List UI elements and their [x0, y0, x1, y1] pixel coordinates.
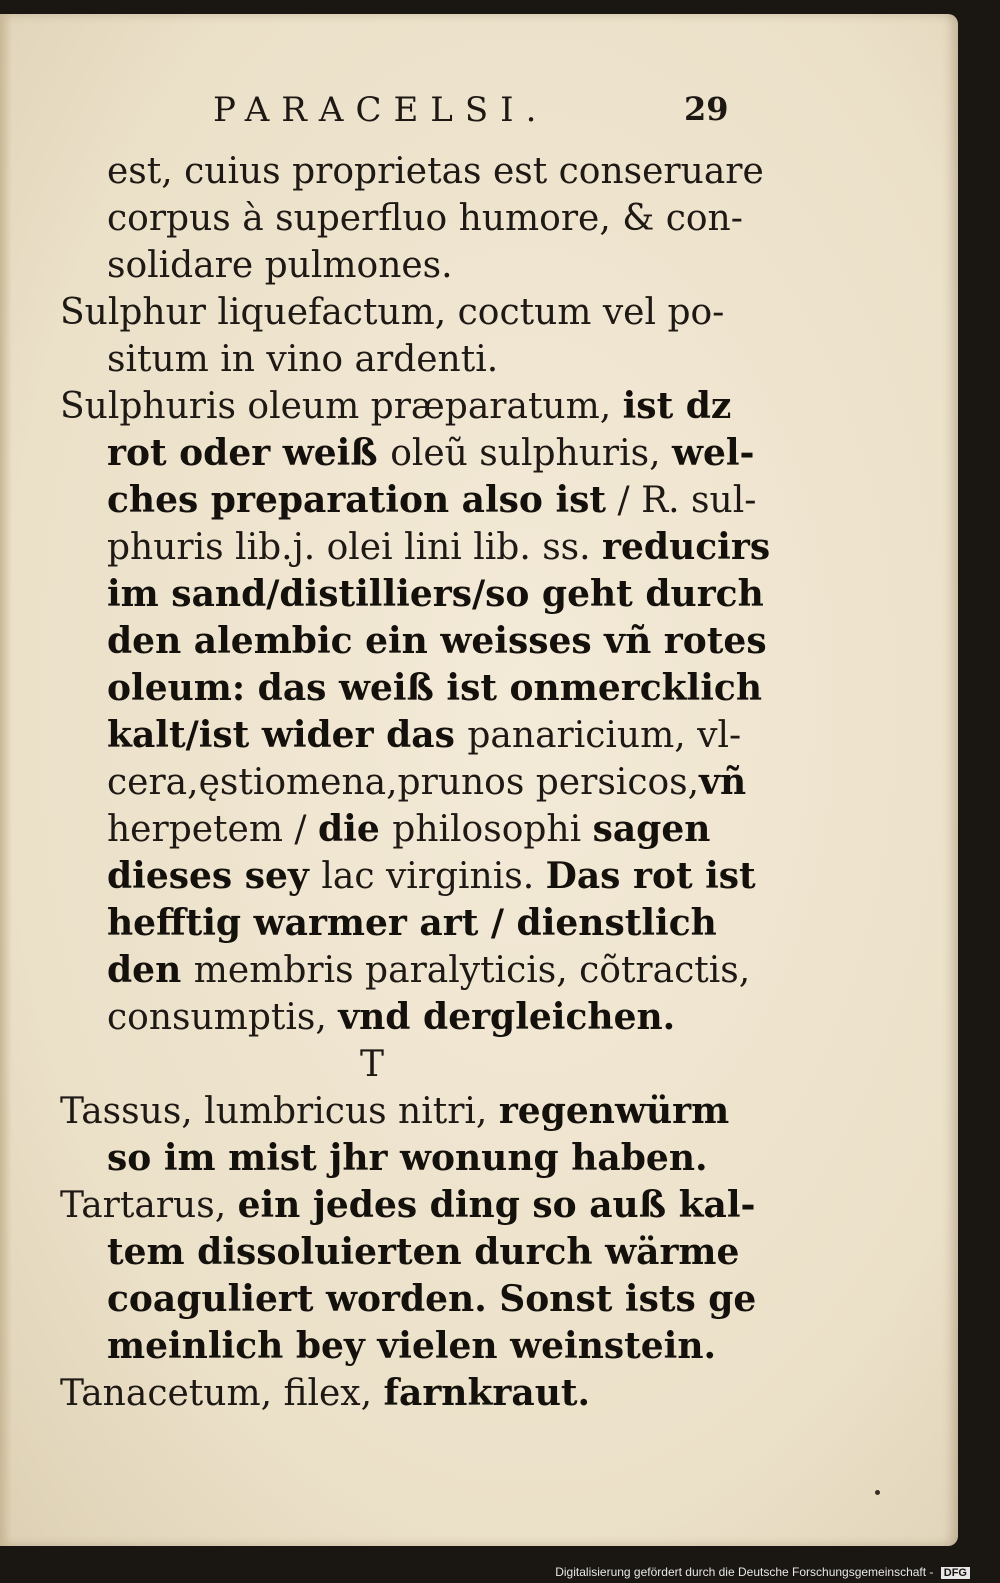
dfg-logo: DFG	[941, 1567, 970, 1579]
blackletter-segment: rot oder weiß	[107, 432, 391, 474]
text-line	[60, 430, 755, 477]
blackletter-segment: kalt/ist wider das	[107, 714, 468, 756]
footer-credit	[555, 1565, 970, 1579]
entries-t	[60, 1088, 757, 1417]
roman-segment: situm in vino ardenti.	[107, 339, 499, 380]
page-header	[0, 90, 958, 140]
blackletter-segment: reducirs	[602, 526, 771, 568]
text-line	[60, 195, 750, 242]
roman-segment: philosophi	[392, 809, 593, 850]
blackletter-segment: Das rot ist	[545, 855, 756, 897]
roman-segment: lac virginis.	[321, 856, 546, 897]
text-line	[60, 618, 767, 665]
blackletter-segment: im sand/distilliers/so geht durch	[107, 573, 764, 615]
roman-segment: Sulphuris oleum præparatum,	[60, 386, 623, 427]
text-line	[60, 947, 750, 994]
roman-segment: phuris lib.j. olei lini lib. ss.	[107, 527, 603, 568]
blackletter-segment: farnkraut.	[383, 1372, 591, 1414]
text-line	[60, 524, 771, 571]
page-gutter	[0, 14, 12, 1546]
blackletter-segment: ist dz	[622, 385, 732, 427]
text-line	[60, 900, 750, 947]
roman-segment: Tanacetum, filex,	[60, 1373, 384, 1414]
text-line	[60, 383, 750, 430]
roman-segment: corpus à superfluo humore, & con-	[107, 198, 743, 239]
text-line	[60, 1276, 757, 1323]
blackletter-segment: wel-	[671, 432, 755, 474]
section-letter: T	[360, 1044, 385, 1085]
text-line	[60, 994, 750, 1041]
blackletter-segment: sagen	[592, 808, 711, 850]
text-line	[60, 571, 764, 618]
blackletter-segment: vñ	[699, 761, 747, 803]
blackletter-segment: oleum: das weiß ist onmercklich	[107, 667, 762, 709]
roman-segment: Tartarus,	[60, 1185, 238, 1226]
roman-segment: consumptis,	[107, 997, 339, 1038]
text-line	[60, 1370, 750, 1417]
text-line	[60, 806, 750, 853]
roman-segment: est, cuius proprietas est conseruare	[107, 151, 764, 192]
blackletter-segment: den	[107, 949, 194, 991]
blackletter-segment: die	[317, 808, 393, 850]
paper-spot	[875, 1490, 880, 1495]
text-line	[60, 1323, 750, 1370]
roman-segment: solidare pulmones.	[107, 245, 453, 286]
entries-s	[60, 148, 771, 1041]
text-line	[60, 1088, 750, 1135]
blackletter-segment: hefftig warmer art / dienstlich	[107, 902, 717, 944]
blackletter-segment: ein jedes ding so auß kal-	[237, 1184, 756, 1226]
roman-segment: / R. sul-	[606, 480, 757, 521]
text-line	[60, 336, 750, 383]
text-line	[60, 289, 750, 336]
roman-segment: panaricium, vl-	[467, 715, 742, 756]
roman-segment: cera,ęstiomena,prunos persicos,	[107, 762, 700, 803]
blackletter-segment: regenwürm	[498, 1090, 730, 1132]
roman-segment: herpetem /	[107, 809, 318, 850]
roman-segment: membris paralyticis, cõtractis,	[193, 950, 751, 991]
text-line	[60, 242, 750, 289]
blackletter-segment: den alembic ein weisses vñ rotes	[107, 620, 767, 662]
text-line	[60, 665, 762, 712]
roman-segment: oleũ sulphuris,	[390, 433, 672, 474]
page-number: 29	[684, 90, 729, 128]
running-title: PARACELSI.	[213, 90, 549, 130]
roman-segment: Tassus, lumbricus nitri,	[60, 1091, 499, 1132]
text-line	[60, 712, 750, 759]
text-line	[60, 148, 764, 195]
footer-credit-text: Digitalisierung gefördert durch die Deutsche Forschungsgemeinschaft -	[555, 1565, 934, 1579]
blackletter-segment: dieses sey	[107, 855, 322, 897]
blackletter-segment: vnd dergleichen.	[338, 996, 676, 1038]
blackletter-segment: tem dissoluierten durch wärme	[107, 1231, 740, 1273]
text-line	[60, 477, 757, 524]
blackletter-segment: coaguliert worden. Sonst ists ge	[107, 1278, 757, 1320]
blackletter-segment: so im mist jhr wonung haben.	[107, 1137, 708, 1179]
roman-segment: Sulphur liquefactum, coctum vel po-	[60, 292, 725, 333]
body-text	[60, 148, 771, 1417]
text-line	[60, 1182, 756, 1229]
blackletter-segment: ches preparation also ist	[107, 479, 607, 521]
blackletter-segment: meinlich bey vielen weinstein.	[107, 1325, 717, 1367]
text-line	[60, 853, 756, 900]
text-line	[60, 759, 750, 806]
text-line	[60, 1229, 750, 1276]
text-line	[60, 1135, 750, 1182]
